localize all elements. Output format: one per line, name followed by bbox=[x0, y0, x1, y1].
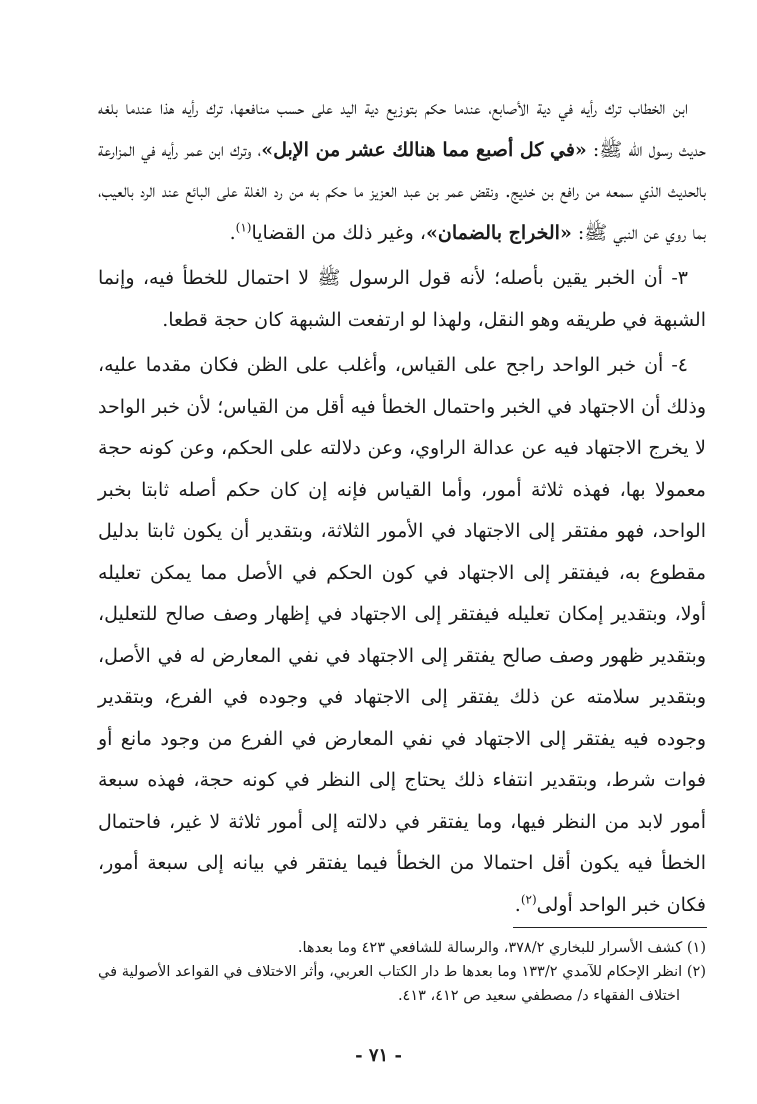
paragraph-3 bbox=[98, 345, 706, 926]
main-text bbox=[98, 88, 706, 926]
paragraph-1-end: . bbox=[229, 221, 236, 244]
hadith-quote-fingers: «في كل أصبع مما هنالك عشر من الإبل» bbox=[261, 138, 587, 161]
paragraph-1 bbox=[98, 88, 706, 254]
paragraph-1-text-b: ، وترك ابن عمر رأيه في المزارعة بالحديث الذي سمعه من رافع بن خديج. ونقض عمر بن عبد العزيز ما حكم به من رد الغلة على البائع عند الرد بالعيب، بما روي عن النبي ﷺ: bbox=[98, 138, 706, 244]
footnote-1: (١) كشف الأسرار للبخاري ٣٧٨/٢، والرسالة للشافعي ٤٢٣ وما بعدها. bbox=[297, 940, 706, 956]
footnote-2: (٢) انظر الإحكام للآمدي ١٣٣/٢ وما بعدها ط دار الكتاب العربي، وأثر الاختلاف في القواعد الأصولية في اختلاف الفقهاء د/ مصطفي سعيد ص ٤١٢، ٤١٣. bbox=[98, 964, 706, 1004]
hadith-quote-kharaj: «الخراج بالضمان» bbox=[426, 221, 572, 244]
paragraph-3-end: . bbox=[514, 893, 521, 916]
footnote-ref-1[interactable]: (١) bbox=[235, 220, 252, 235]
paragraph-1-text-c: ، وغير ذلك من القضايا bbox=[251, 221, 427, 244]
paragraph-2: ٣- أن الخبر يقين بأصله؛ لأنه قول الرسول ﷺ لا احتمال للخطأ فيه، وإنما الشبهة في طريقه وهو النقل، ولهذا لو ارتفعت الشبهة كان حجة قطعا. bbox=[98, 267, 706, 331]
paragraph-3-text: ٤- أن خبر الواحد راجح على القياس، وأغلب على الظن فكان مقدما عليه، وذلك أن الاجتهاد في الخبر واحتمال الخطأ فيه أقل من القياس؛ لأن خبر الواحد لا يخرج الاجتهاد فيه عن عدالة الراوي، وعن دلالته على الحكم، وعن كونه حجة معمولا بها، فهذه ثلاثة أمور، وأما القياس فإنه إن كان حكم أصله ثابتا بخبر الواحد، فهو مفتقر إلى الاجتهاد في الأمور الثلاثة، وبتقدير أن يكون ثابتا بدليل مقطوع به، فيفتقر إلى الاجتهاد في كون الحكم في الأصل مما يمكن تعليله أولا، وبتقدير إمكان تعليله فيفتقر إلى الاجتهاد في إظهار وصف صالح للتعليل، وبتقدير ظهور وصف صالح يفتقر إلى الاجتهاد في نفي المعارض له في الأصل، وبتقدير سلامته عن ذلك يفتقر إلى الاجتهاد في وجوده في الفرع، وبتقدير وجوده فيه يفتقر إلى الاجتهاد في نفي المعارض في الفرع من وجود مانع أو فوات شرط، وبتقدير انتفاء ذلك يحتاج إلى النظر في كونه حجة، فهذه سبعة أمور لابد من النظر فيها، وما يفتقر في دلالته إلى أمور ثلاثة لا غير، فاحتمال الخطأ فيه يكون أقل احتمالا من الخطأ فيما يفتقر في بيانه إلى سبعة أمور، فكان خبر الواحد أولى bbox=[98, 354, 706, 916]
footnote-divider bbox=[513, 927, 707, 928]
page-number: - ٧١ - bbox=[355, 1045, 402, 1066]
footnote-ref-2[interactable]: (٢) bbox=[520, 892, 537, 907]
paragraph-1-text-a: ابن الخطاب ترك رأيه في دية الأصابع، عندما حكم بتوزيع دية اليد على حسب منافعها، ترك رأيه هذا عندما بلغه حديث رسول اللّه ﷺ: bbox=[98, 97, 706, 161]
footnotes bbox=[98, 936, 706, 1008]
